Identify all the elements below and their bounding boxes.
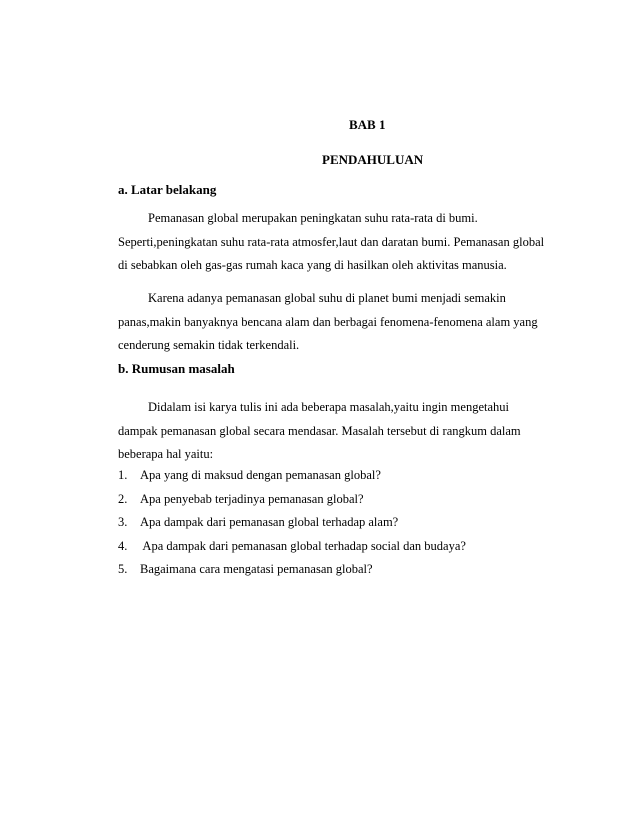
list-item <box>118 558 466 582</box>
question-list <box>118 464 466 582</box>
section-a-paragraph-1 <box>118 207 545 278</box>
list-item-number: 1. <box>118 468 128 482</box>
list-item-number: 4. <box>118 538 128 553</box>
list-item-number: 3. <box>118 515 128 529</box>
list-item-text: Bagaimana cara mengatasi pemanasan global? <box>140 562 373 576</box>
list-item <box>118 488 466 512</box>
paragraph-line: di sebabkan oleh gas-gas rumah kaca yang di hasilkan oleh aktivitas manusia. <box>118 258 507 273</box>
list-item-number: 5. <box>118 562 128 576</box>
paragraph-line: Pemanasan global merupakan peningkatan suhu rata-rata di bumi. <box>148 211 478 225</box>
section-b-heading: b. Rumusan masalah <box>118 361 235 376</box>
chapter-number: BAB 1 <box>349 117 386 132</box>
section-a-paragraph-2 <box>118 287 538 358</box>
paragraph-line: dampak pemanasan global secara mendasar. Masalah tersebut di rangkum dalam <box>118 423 521 438</box>
paragraph-line: panas,makin banyaknya bencana alam dan berbagai fenomena-fenomena alam yang <box>118 314 538 329</box>
paragraph-line: Karena adanya pemanasan global suhu di planet bumi menjadi semakin <box>148 291 506 305</box>
list-item-text: Apa dampak dari pemanasan global terhadap alam? <box>140 515 399 529</box>
chapter-title: PENDAHULUAN <box>322 152 424 167</box>
section-a-heading: a. Latar belakang <box>118 182 217 197</box>
list-item <box>118 511 466 535</box>
section-b-paragraph-1 <box>118 396 538 467</box>
paragraph-line: Didalam isi karya tulis ini ada beberapa masalah,yaitu ingin mengetahui <box>148 400 509 414</box>
list-item <box>118 535 466 559</box>
paragraph-line: beberapa hal yaitu: <box>118 447 214 462</box>
list-item <box>118 464 466 488</box>
list-item-text: Apa dampak dari pemanasan global terhadap social dan budaya? <box>140 538 466 553</box>
list-item-text: Apa penyebab terjadinya pemanasan global? <box>140 491 364 506</box>
paragraph-line: Seperti,peningkatan suhu rata-rata atmosfer,laut dan daratan bumi. Pemanasan global <box>118 234 545 249</box>
list-item-text: Apa yang di maksud dengan pemanasan global? <box>140 468 381 482</box>
paragraph-line: cenderung semakin tidak terkendali. <box>118 338 300 353</box>
list-item-number: 2. <box>118 491 128 506</box>
